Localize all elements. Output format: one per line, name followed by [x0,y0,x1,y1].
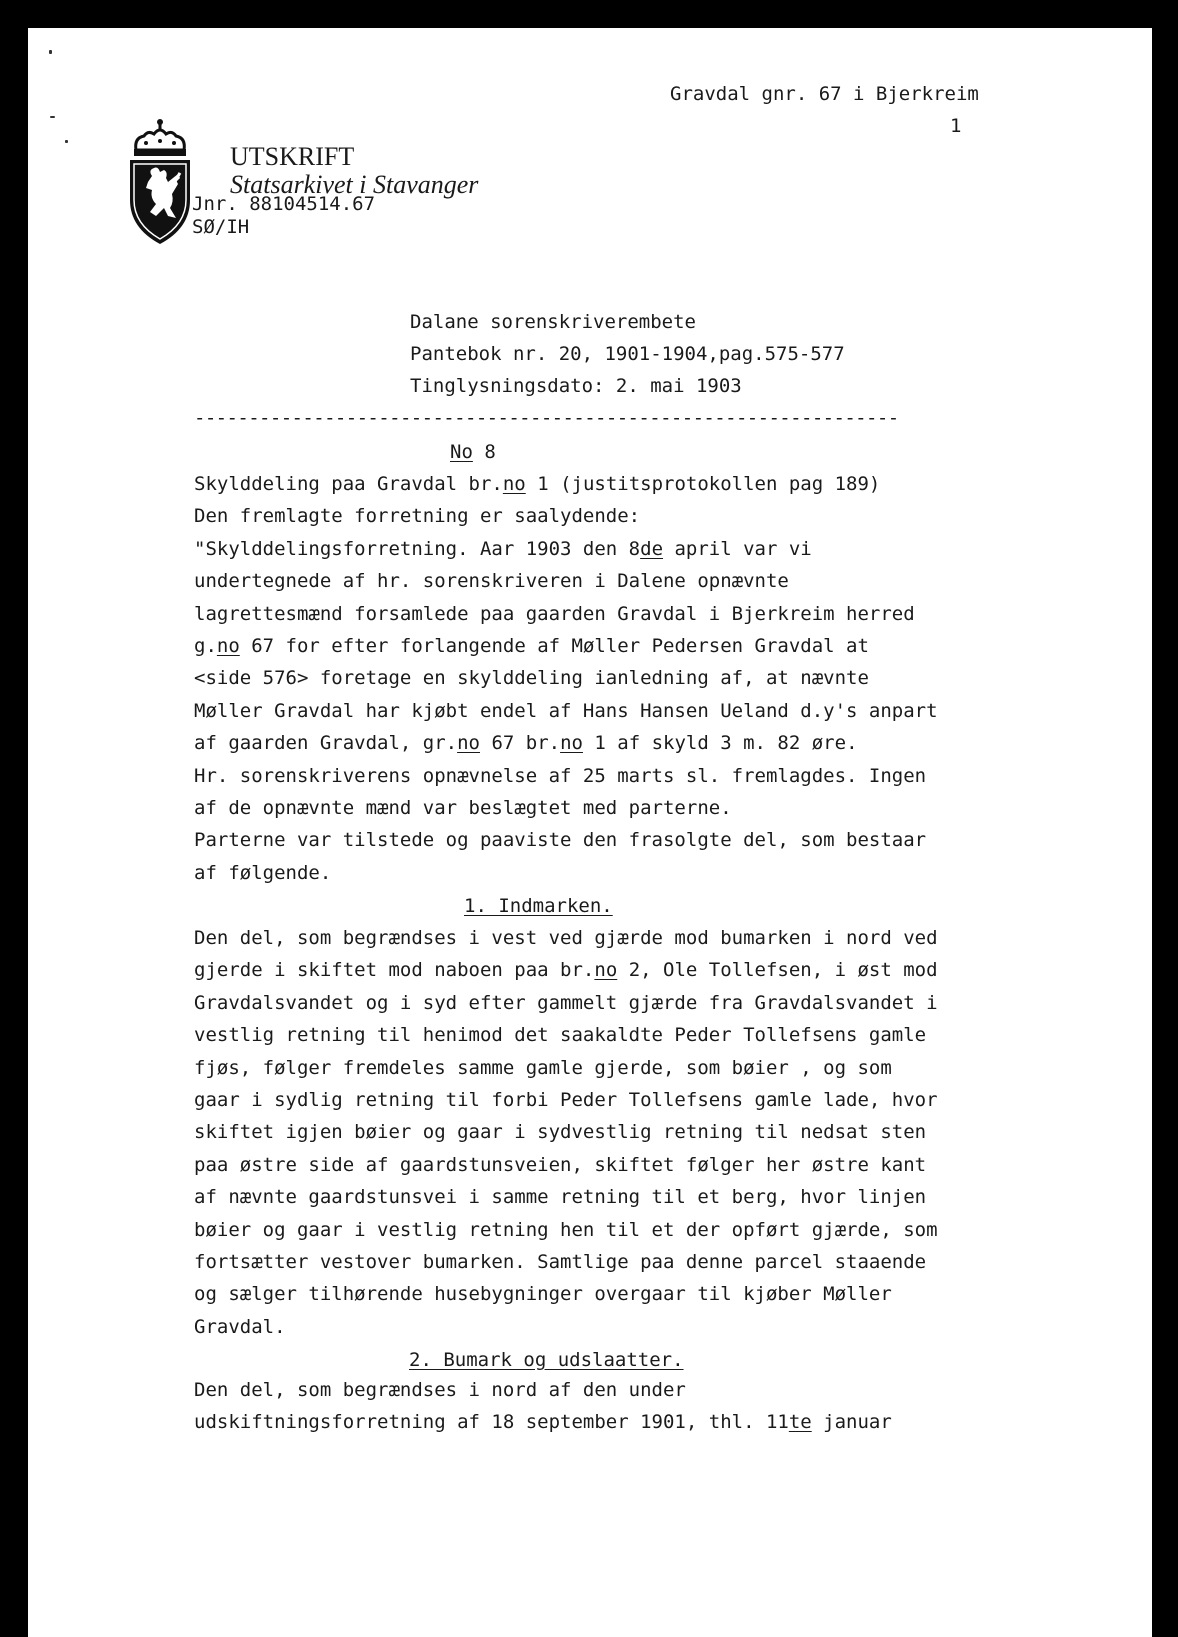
scan-speck [65,140,68,143]
text-segment: af nævnte gaardstunsvei i samme retning til et berg, hvor linjen [194,1186,927,1209]
underlined-text: te [788,1411,812,1434]
text-line [194,731,858,755]
text-segment: "Skylddelingsforretning. Aar 1903 den 8 [194,537,641,560]
text-segment: 67 br. [480,732,561,755]
text-segment: Den del, som begrændses i nord af den under [194,1379,686,1401]
text-line [194,958,938,982]
text-segment: skiftet igjen bøier og gaar i sydvestlig retning til nedsat sten [194,1121,927,1144]
text-line [194,828,926,852]
text-segment: og sælger tilhørende husebygninger overgaar til kjøber Møller [194,1283,892,1306]
text-line [194,602,915,626]
underlined-text: no [502,473,526,495]
text-line [194,1250,926,1274]
text-line [194,991,938,1015]
text-line [194,1410,892,1434]
text-line [194,1218,938,1242]
text-segment: undertegnede af hr. sorenskriveren i Dalene opnævnte [194,570,789,593]
text-segment: af følgende. [194,861,332,884]
source-book: Pantebok nr. 20, 1901-1904,pag.575-577 [410,343,845,365]
entry-number-prefix: No [450,441,473,463]
text-line [194,472,880,496]
scan-speck [50,116,55,118]
text-segment: Parterne var tilstede og paaviste den frasolgte del, som bestaar [194,829,927,852]
text-line [194,1378,686,1402]
journal-number: Jnr. 88104514.67 [192,193,376,215]
text-segment: bøier og gaar i vestlig retning hen til et der opført gjærde, som [194,1218,938,1241]
text-segment: Hr. sorenskriverens opnævnelse af 25 marts sl. fremlagdes. Ingen [194,764,927,787]
text-segment: af de opnævnte mænd var beslægtet med parterne. [194,797,732,819]
text-line [194,1088,938,1112]
text-segment: lagrettesmænd forsamlede paa gaarden Gravdal i Bjerkreim herred [194,602,915,625]
text-line [194,1023,926,1047]
text-segment: paa østre side af gaardstunsveien, skiftet følger her østre kant [194,1153,927,1176]
text-segment: Den del, som begrændses i vest ved gjærde mod bumarken i nord ved [194,927,938,949]
text-line [194,1315,286,1339]
text-line [194,569,789,593]
text-line [194,1153,926,1177]
text-line [194,1282,892,1306]
stamp-archive: Statsarkivet i Stavanger [230,170,479,199]
text-segment: april var vi [663,537,812,560]
underlined-text: no [594,959,618,982]
norwegian-coat-of-arms-icon [124,116,196,246]
section2-heading: 2. Bumark og udslaatter. [409,1349,684,1371]
text-line [194,537,812,561]
text-segment: 1 af skyld 3 m. 82 øre. [582,732,858,755]
text-segment: vestlig retning til henimod det saakaldte Peder Tollefsens gamle [194,1024,927,1047]
text-segment: gjerde i skiftet mod naboen paa br. [194,959,595,982]
text-segment: Den fremlagte forretning er saalydende: [194,505,641,528]
text-segment: Skylddeling paa Gravdal br. [194,473,503,495]
text-segment: Gravdalsvandet og i syd efter gammelt gjærde fra Gravdalsvandet i [194,991,938,1014]
source-office: Dalane sorenskriverembete [410,311,696,333]
text-line [194,1185,926,1209]
text-line [194,699,938,723]
text-segment: <side 576> foretage en skylddeling ianledning af, at nævnte [194,667,869,690]
page-number: 1 [950,115,962,137]
text-segment: 1 (justitsprotokollen pag 189) [525,473,881,495]
source-date: Tinglysningsdato: 2. mai 1903 [410,375,742,397]
header-reference: Gravdal gnr. 67 i Bjerkreim [670,83,979,105]
entry-number [450,440,496,464]
text-segment: fjøs, følger fremdeles samme gamle gjerde, som bøier , og som [194,1056,892,1079]
underlined-text: no [216,635,240,657]
section1-heading: 1. Indmarken. [464,895,613,917]
text-line [194,1120,926,1144]
stamp-title: UTSKRIFT [230,142,355,171]
underlined-text: no [457,732,480,755]
text-line [194,634,869,658]
entry-number-value: 8 [472,441,496,463]
text-segment: udskiftningsforretning af 18 september 1901, thl. 11 [194,1411,789,1434]
text-line [194,764,926,788]
text-segment: januar [811,1411,892,1434]
text-segment: g. [194,635,217,657]
underlined-text: de [640,537,664,560]
separator-rule: ----------------------------------------------------------------- [194,407,899,429]
text-line [194,861,331,885]
text-segment: gaar i sydlig retning til forbi Peder Tollefsens gamle lade, hvor [194,1089,938,1111]
text-line [194,926,938,950]
text-line [194,1056,892,1080]
scan-speck [49,50,52,54]
text-line [194,504,640,528]
text-segment: Møller Gravdal har kjøbt endel af Hans Hansen Ueland d.y's anpart [194,699,938,722]
text-segment: 2, Ole Tollefsen, i øst mod [617,959,938,982]
text-line [194,796,732,820]
journal-initials: SØ/IH [192,216,250,238]
text-segment: 67 for efter forlangende af Møller Pedersen Gravdal at [239,635,869,657]
document-page [28,28,1152,1637]
text-segment: af gaarden Gravdal, gr. [194,732,458,755]
text-line [194,666,869,690]
text-segment: Gravdal. [194,1315,286,1338]
underlined-text: no [560,732,583,755]
text-segment: fortsætter vestover bumarken. Samtlige paa denne parcel staaende [194,1251,927,1273]
